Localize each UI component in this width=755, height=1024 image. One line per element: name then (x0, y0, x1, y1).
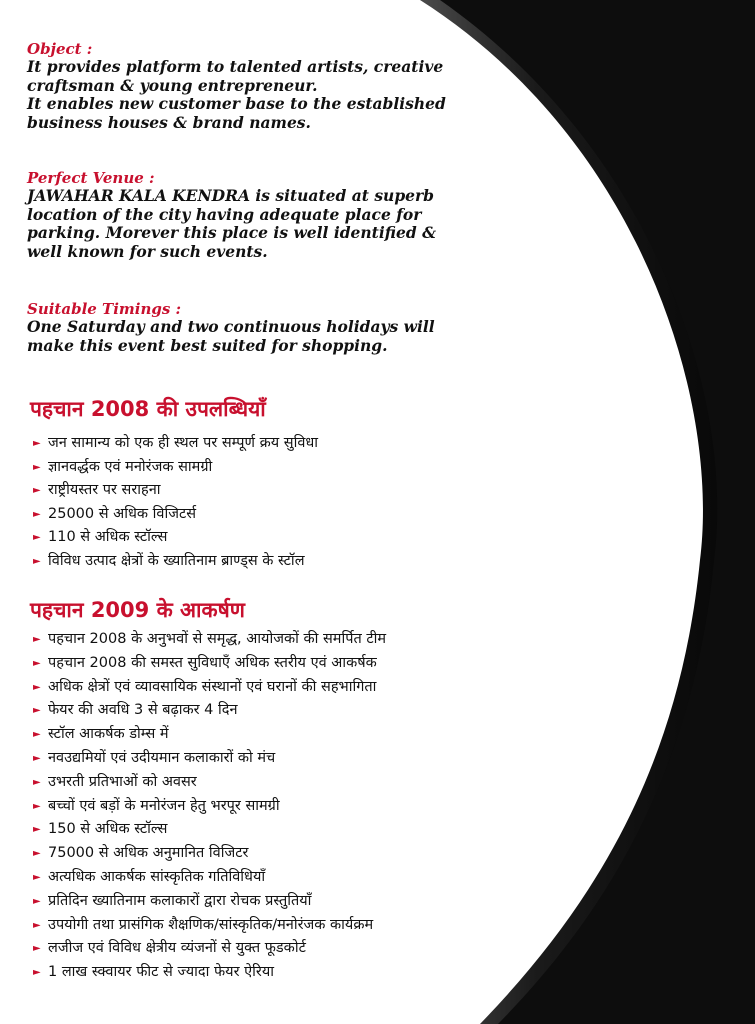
bullet-arrow-icon: ► (33, 485, 41, 496)
timings-line: One Saturday and two continuous holidays will (27, 317, 435, 336)
list-item (33, 652, 386, 676)
list-item-text: विविध उत्पाद क्षेत्रों के ख्यातिनाम ब्राण्ड्स के स्टॉल (48, 552, 305, 569)
venue-line: JAWAHAR KALA KENDRA is situated at superb (27, 186, 435, 205)
object-line: It enables new customer base to the established (27, 94, 446, 113)
list-item-text: पहचान 2008 के अनुभवों से समृद्ध, आयोजकों की समर्पित टीम (48, 631, 387, 647)
bullet-arrow-icon: ► (33, 848, 41, 860)
achievements-2008-heading: पहचान 2008 की उपलब्धियाँ (30, 397, 266, 421)
list-item-text: ज्ञानवर्द्धक एवं मनोरंजक सामग्री (48, 458, 213, 475)
list-item (33, 866, 386, 890)
achievements-2008-list (33, 432, 318, 573)
bullet-arrow-icon: ► (33, 532, 41, 543)
list-item-text: 25000 से अधिक विजिटर्स (48, 505, 197, 522)
bullet-arrow-icon: ► (33, 657, 41, 669)
list-item (33, 818, 386, 842)
list-item (33, 456, 318, 480)
list-item (33, 503, 318, 527)
bullet-arrow-icon: ► (33, 776, 41, 788)
bullet-arrow-icon: ► (33, 705, 41, 717)
list-item (33, 842, 386, 866)
list-item (33, 914, 386, 938)
timings-section (27, 300, 447, 355)
list-item-text: बच्चों एवं बड़ों के मनोरंजन हेतु भरपूर सामग्री (48, 797, 280, 814)
list-item (33, 795, 386, 819)
bullet-arrow-icon: ► (33, 555, 41, 567)
venue-line: parking. Morever this place is well identified & (27, 223, 437, 242)
list-item (33, 628, 386, 652)
list-item (33, 699, 386, 723)
list-item-text: प्रतिदिन ख्यातिनाम कलाकारों द्वारा रोचक प्रस्तुतियाँ (48, 892, 312, 909)
bullet-arrow-icon: ► (33, 919, 41, 931)
bullet-arrow-icon: ► (33, 800, 41, 812)
list-item-text: 1 लाख स्क्वायर फीट से ज्यादा फेयर ऐरिया (48, 964, 274, 981)
list-item-text: लजीज एवं विविध क्षेत्रीय व्यंजनों से युक्त फूडकोर्ट (48, 940, 306, 957)
list-item-text: स्टॉल आकर्षक डोम्स में (48, 726, 169, 743)
bullet-arrow-icon: ► (33, 943, 41, 955)
list-item (33, 961, 386, 985)
bullet-arrow-icon: ► (33, 681, 41, 693)
bullet-arrow-icon: ► (33, 871, 41, 883)
venue-heading: Perfect Venue : (27, 169, 155, 187)
list-item-text: 75000 से अधिक अनुमानित विजिटर (48, 845, 249, 862)
bullet-arrow-icon: ► (33, 752, 41, 764)
list-item-text: अधिक क्षेत्रों एवं व्यावसायिक संस्थानों एवं घरानों की सहभागिता (48, 678, 377, 695)
bullet-arrow-icon: ► (33, 729, 41, 741)
list-item (33, 723, 386, 747)
venue-line: location of the city having adequate place for (27, 204, 422, 224)
list-item (33, 479, 318, 503)
list-item (33, 550, 318, 574)
object-line: craftsman & young entrepreneur. (27, 75, 318, 95)
object-line: It provides platform to talented artists, creative (27, 57, 444, 76)
list-item-text: उभरती प्रतिभाओं को अवसर (48, 773, 197, 790)
list-item-text: पहचान 2008 की समस्त सुविधाएँ अधिक स्तरीय एवं आकर्षक (48, 654, 377, 671)
list-item-text: अत्यधिक आकर्षक सांस्कृतिक गतिविधियाँ (48, 868, 266, 885)
list-item-text: राष्ट्रीयस्तर पर सराहना (48, 482, 161, 498)
list-item (33, 890, 386, 914)
list-item-text: फेयर की अवधि 3 से बढ़ाकर 4 दिन (48, 702, 238, 719)
list-item-text: जन सामान्य को एक ही स्थल पर सम्पूर्ण क्रय सुविधा (48, 435, 319, 451)
bullet-arrow-icon: ► (33, 967, 41, 979)
bullet-arrow-icon: ► (33, 824, 41, 836)
bullet-arrow-icon: ► (33, 895, 41, 907)
list-item (33, 771, 386, 795)
attractions-2009-list (33, 628, 386, 985)
list-item (33, 937, 386, 961)
bullet-arrow-icon: ► (33, 461, 41, 473)
list-item-text: 150 से अधिक स्टॉल्स (48, 821, 168, 838)
timings-heading: Suitable Timings : (27, 300, 182, 318)
list-item-text: 110 से अधिक स्टॉल्स (48, 529, 168, 545)
list-item (33, 676, 386, 700)
object-line: business houses & brand names. (27, 112, 311, 132)
object-heading: Object : (27, 40, 93, 58)
venue-section (27, 169, 447, 261)
list-item (33, 526, 318, 550)
bullet-arrow-icon: ► (33, 438, 41, 449)
timings-line: make this event best suited for shopping. (27, 335, 388, 355)
list-item-text: नवउद्यमियों एवं उदीयमान कलाकारों को मंच (48, 749, 276, 766)
venue-line: well known for such events. (27, 241, 268, 261)
list-item-text: उपयोगी तथा प्रासंगिक शैक्षणिक/सांस्कृतिक/मनोरंजक कार्यक्रम (48, 916, 374, 933)
bullet-arrow-icon: ► (33, 508, 41, 520)
attractions-2009-heading: पहचान 2009 के आकर्षण (30, 598, 245, 622)
list-item (33, 432, 318, 456)
list-item (33, 747, 386, 771)
bullet-arrow-icon: ► (33, 634, 41, 645)
object-section (27, 40, 447, 132)
